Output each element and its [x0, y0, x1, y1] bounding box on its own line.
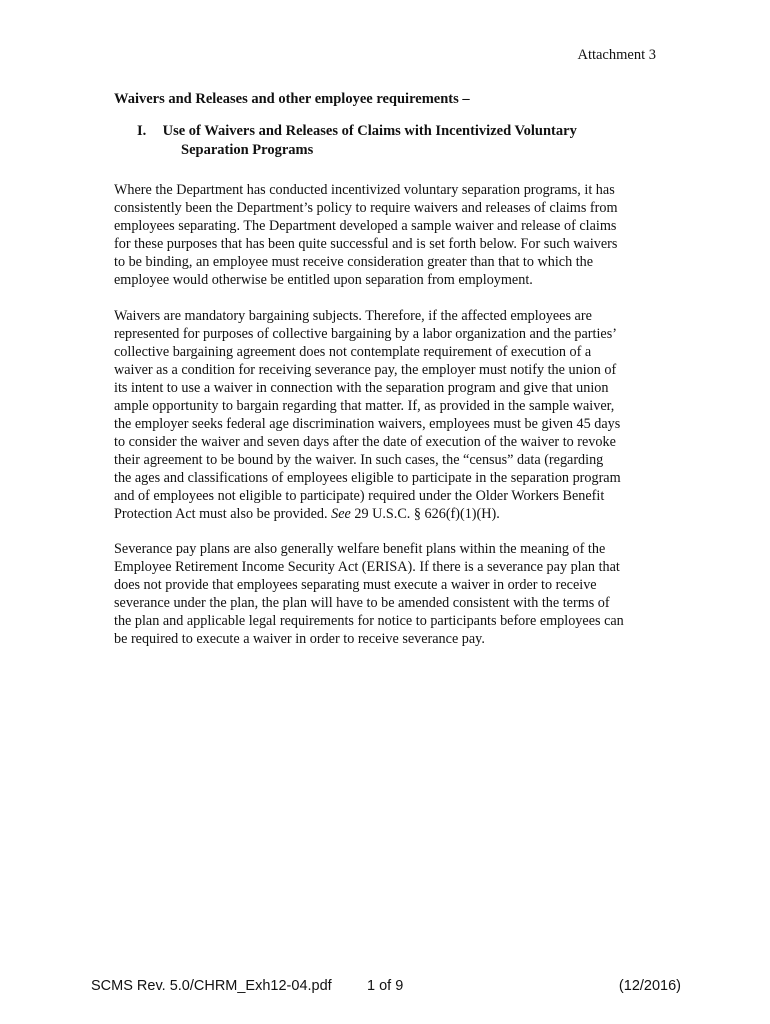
paragraph-line: its intent to use a waiver in connection with the separation program and give that union [114, 380, 609, 396]
paragraph-line: and of employees not eligible to participate) required under the Older Workers Benefit [114, 488, 605, 504]
citation-prefix: Protection Act must also be provided. [114, 506, 332, 522]
paragraph-line: to consider the waiver and seven days after the date of execution of the waiver to revoke [114, 434, 616, 450]
section-heading [137, 122, 637, 160]
paragraph-line: does not provide that employees separating must execute a waiver in order to receive [114, 577, 597, 593]
paragraph-line-citation [114, 505, 666, 523]
citation-see: See [331, 506, 351, 522]
footer-date: (12/2016) [618, 978, 681, 994]
footer-page-number: 1 of 9 [367, 978, 404, 994]
paragraph-severance-plans [114, 540, 666, 648]
paragraph-line: consistently been the Department’s policy to require waivers and releases of claims from [114, 200, 618, 216]
paragraph-line: represented for purposes of collective bargaining by a labor organization and the parties’ [114, 326, 617, 342]
paragraph-line: Employee Retirement Income Security Act (ERISA). If there is a severance pay plan that [114, 559, 620, 575]
paragraph-line: to be binding, an employee must receive consideration greater than that to which the [114, 254, 594, 270]
paragraph-line: collective bargaining agreement does not contemplate requirement of execution of a [114, 344, 592, 360]
attachment-label: Attachment 3 [577, 47, 656, 63]
paragraph-bargaining-subjects [114, 307, 666, 523]
paragraph-line: Severance pay plans are also generally welfare benefit plans within the meaning of the [114, 541, 606, 557]
paragraph-line: the employer seeks federal age discrimination waivers, employees must be given 45 days [114, 416, 621, 432]
section-number: I. [137, 123, 147, 139]
paragraph-line: Waivers are mandatory bargaining subjects. Therefore, if the affected employees are [114, 308, 592, 324]
paragraph-line: waiver as a condition for receiving severance pay, the employer must notify the union of [114, 362, 617, 378]
paragraph-line: the plan and applicable legal requirements for notice to participants before employees can [114, 613, 624, 629]
page-footer [91, 976, 681, 996]
paragraph-line: for these purposes that has been quite successful and is set forth below. For such waivers [114, 236, 618, 252]
section-title-line2: Separation Programs [181, 142, 314, 158]
paragraph-line: severance under the plan, the plan will have to be amended consistent with the terms of [114, 595, 610, 611]
footer-file-label: SCMS Rev. 5.0/CHRM_Exh12-04.pdf [91, 978, 332, 994]
main-heading: Waivers and Releases and other employee requirements – [114, 91, 470, 107]
paragraph-line: Where the Department has conducted incentivized voluntary separation programs, it has [114, 182, 615, 198]
paragraph-line: employees separating. The Department developed a sample waiver and release of claims [114, 218, 617, 234]
paragraph-line: ample opportunity to bargain regarding that matter. If, as provided in the sample waiver, [114, 398, 615, 414]
paragraph-line: the ages and classifications of employees eligible to participate in the separation program [114, 470, 621, 486]
paragraph-line: be required to execute a waiver in order to receive severance pay. [114, 631, 485, 647]
paragraph-line: their agreement to be bound by the waiver. In such cases, the “census” data (regarding [114, 452, 604, 468]
paragraph-incentivized-programs [114, 181, 666, 289]
section-title-line1: Use of Waivers and Releases of Claims with Incentivized Voluntary [162, 123, 577, 139]
paragraph-line: employee would otherwise be entitled upon separation from employment. [114, 272, 533, 288]
citation-statute: 29 U.S.C. § 626(f)(1)(H). [350, 506, 500, 522]
